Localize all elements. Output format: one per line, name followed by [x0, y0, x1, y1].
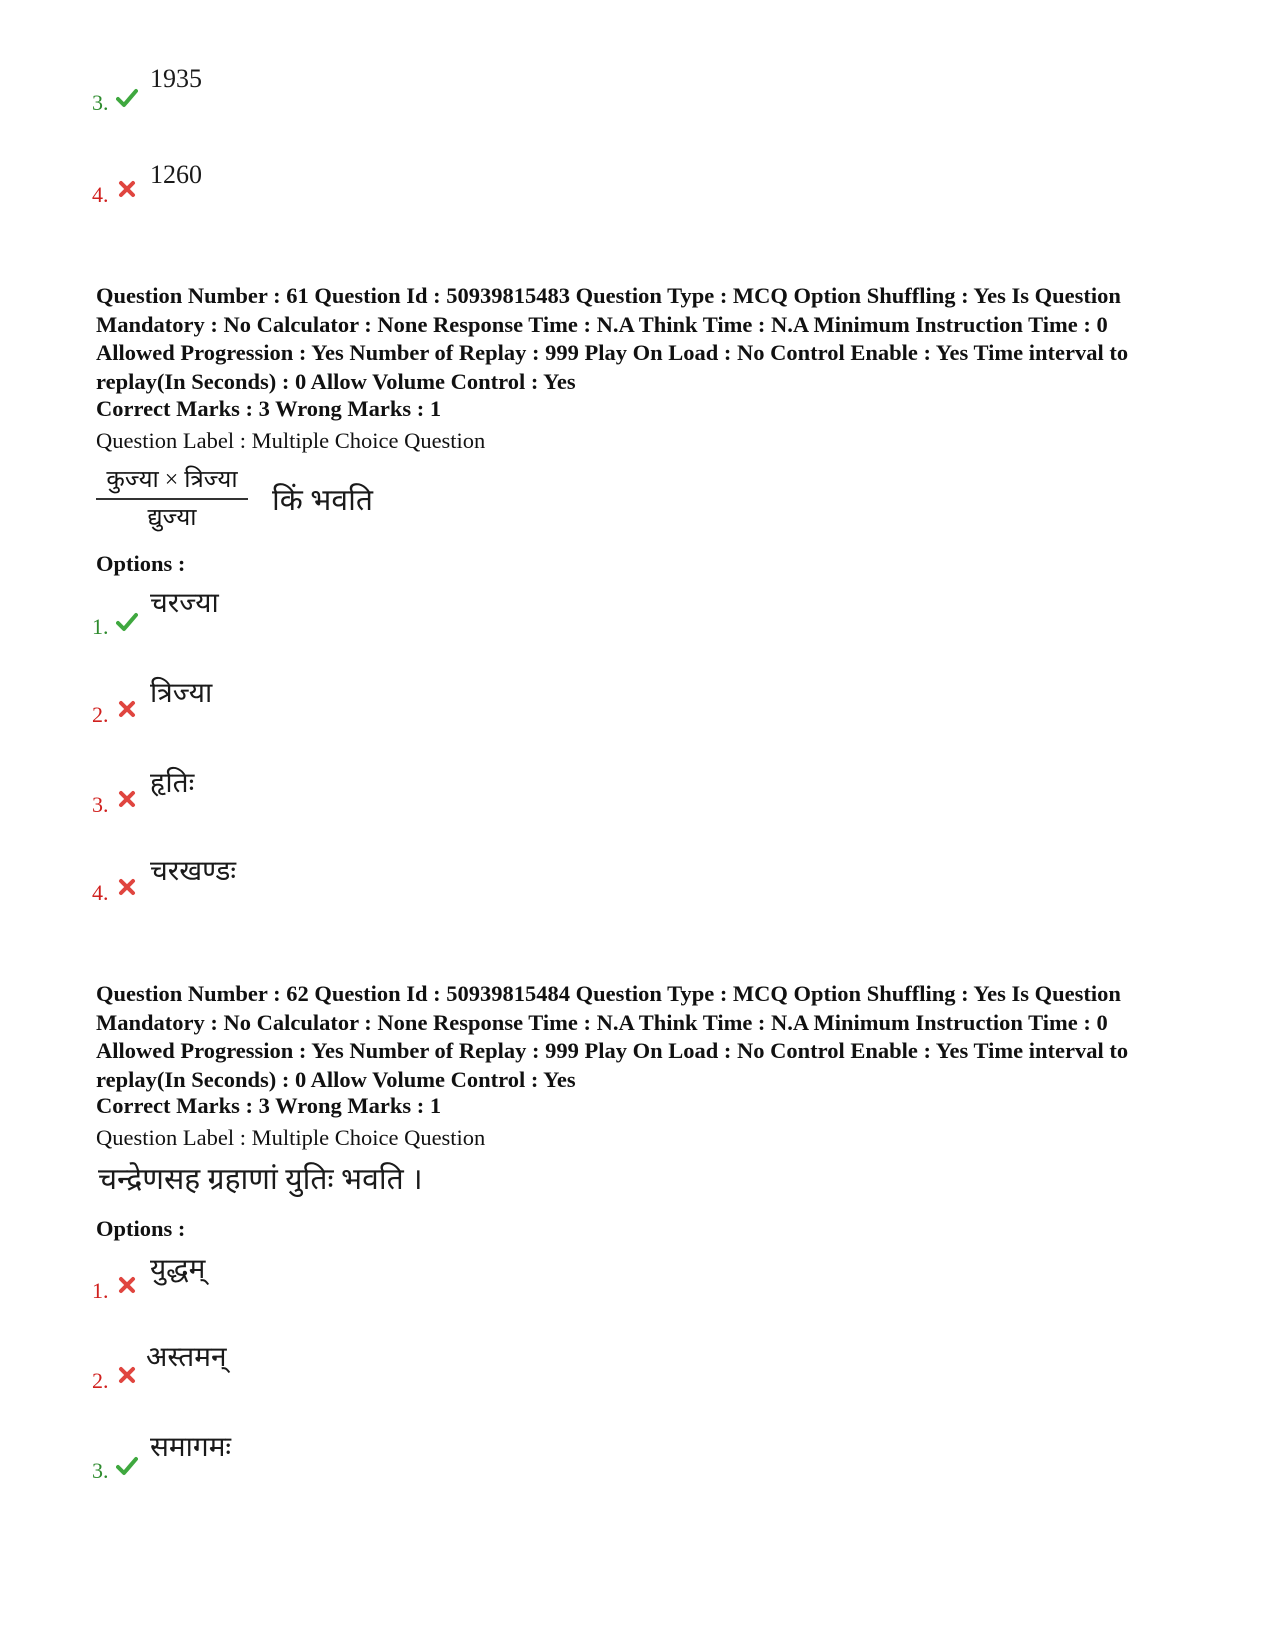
option-text: हृतिः [150, 768, 195, 799]
checkmark-icon [116, 1456, 138, 1476]
cross-icon [118, 180, 136, 198]
cross-icon [118, 790, 136, 808]
options-heading: Options : [96, 1216, 186, 1241]
cross-icon [118, 1276, 136, 1294]
option-number: 4. [92, 182, 109, 207]
question-label: Question Label : Multiple Choice Question [96, 1125, 486, 1150]
fraction-denominator: द्युज्या [147, 504, 197, 531]
fraction-numerator: कुज्या × त्रिज्या [106, 467, 238, 493]
checkmark-icon [116, 612, 138, 632]
question-meta: Question Number : 62 Question Id : 50939815484 Question Type : MCQ Option Shuffling : Yes Is Question Mandatory : No Calculator : None Response Time : N.A Think Time : N.A Minimum Instruction Time : 0 Allowed Progression : Yes Number of Replay : 999 Play On Load : No Control Enable : Yes Time interval to replay(In Seconds) : 0 Allow Volume Control : Yes [96, 981, 1129, 1092]
cross-icon [118, 878, 136, 896]
checkmark-icon [116, 88, 138, 108]
option-text: चरज्या [150, 588, 219, 619]
option-number: 1. [92, 1278, 109, 1303]
question-marks: Correct Marks : 3 Wrong Marks : 1 [96, 396, 442, 421]
cross-icon [118, 1366, 136, 1384]
cross-icon [118, 700, 136, 718]
question-fraction [96, 468, 248, 530]
question-text: किं भवति [272, 484, 373, 517]
option-text: युद्धम् [150, 1254, 206, 1285]
question-meta: Question Number : 61 Question Id : 50939815483 Question Type : MCQ Option Shuffling : Yes Is Question Mandatory : No Calculator : None Response Time : N.A Think Time : N.A Minimum Instruction Time : 0 Allowed Progression : Yes Number of Replay : 999 Play On Load : No Control Enable : Yes Time interval to replay(In Seconds) : 0 Allow Volume Control : Yes [96, 283, 1129, 394]
option-text: 1260 [150, 160, 202, 189]
option-text: चरखण्डः [150, 856, 237, 887]
question-text: चन्द्रेणसह ग्रहाणां युतिः भवति । [98, 1163, 423, 1196]
fraction-bar [96, 498, 248, 500]
option-text: अस्तमन् [146, 1342, 227, 1373]
options-heading: Options : [96, 551, 186, 576]
option-number: 3. [92, 792, 109, 817]
option-number: 4. [92, 880, 109, 905]
option-number: 3. [92, 90, 109, 115]
option-number: 2. [92, 702, 109, 727]
option-text: त्रिज्या [150, 678, 213, 709]
option-text: 1935 [150, 64, 202, 93]
question-label: Question Label : Multiple Choice Question [96, 428, 486, 453]
option-number: 3. [92, 1458, 109, 1483]
option-number: 2. [92, 1368, 109, 1393]
option-text: समागमः [150, 1432, 232, 1463]
option-number: 1. [92, 614, 109, 639]
question-marks: Correct Marks : 3 Wrong Marks : 1 [96, 1093, 442, 1118]
